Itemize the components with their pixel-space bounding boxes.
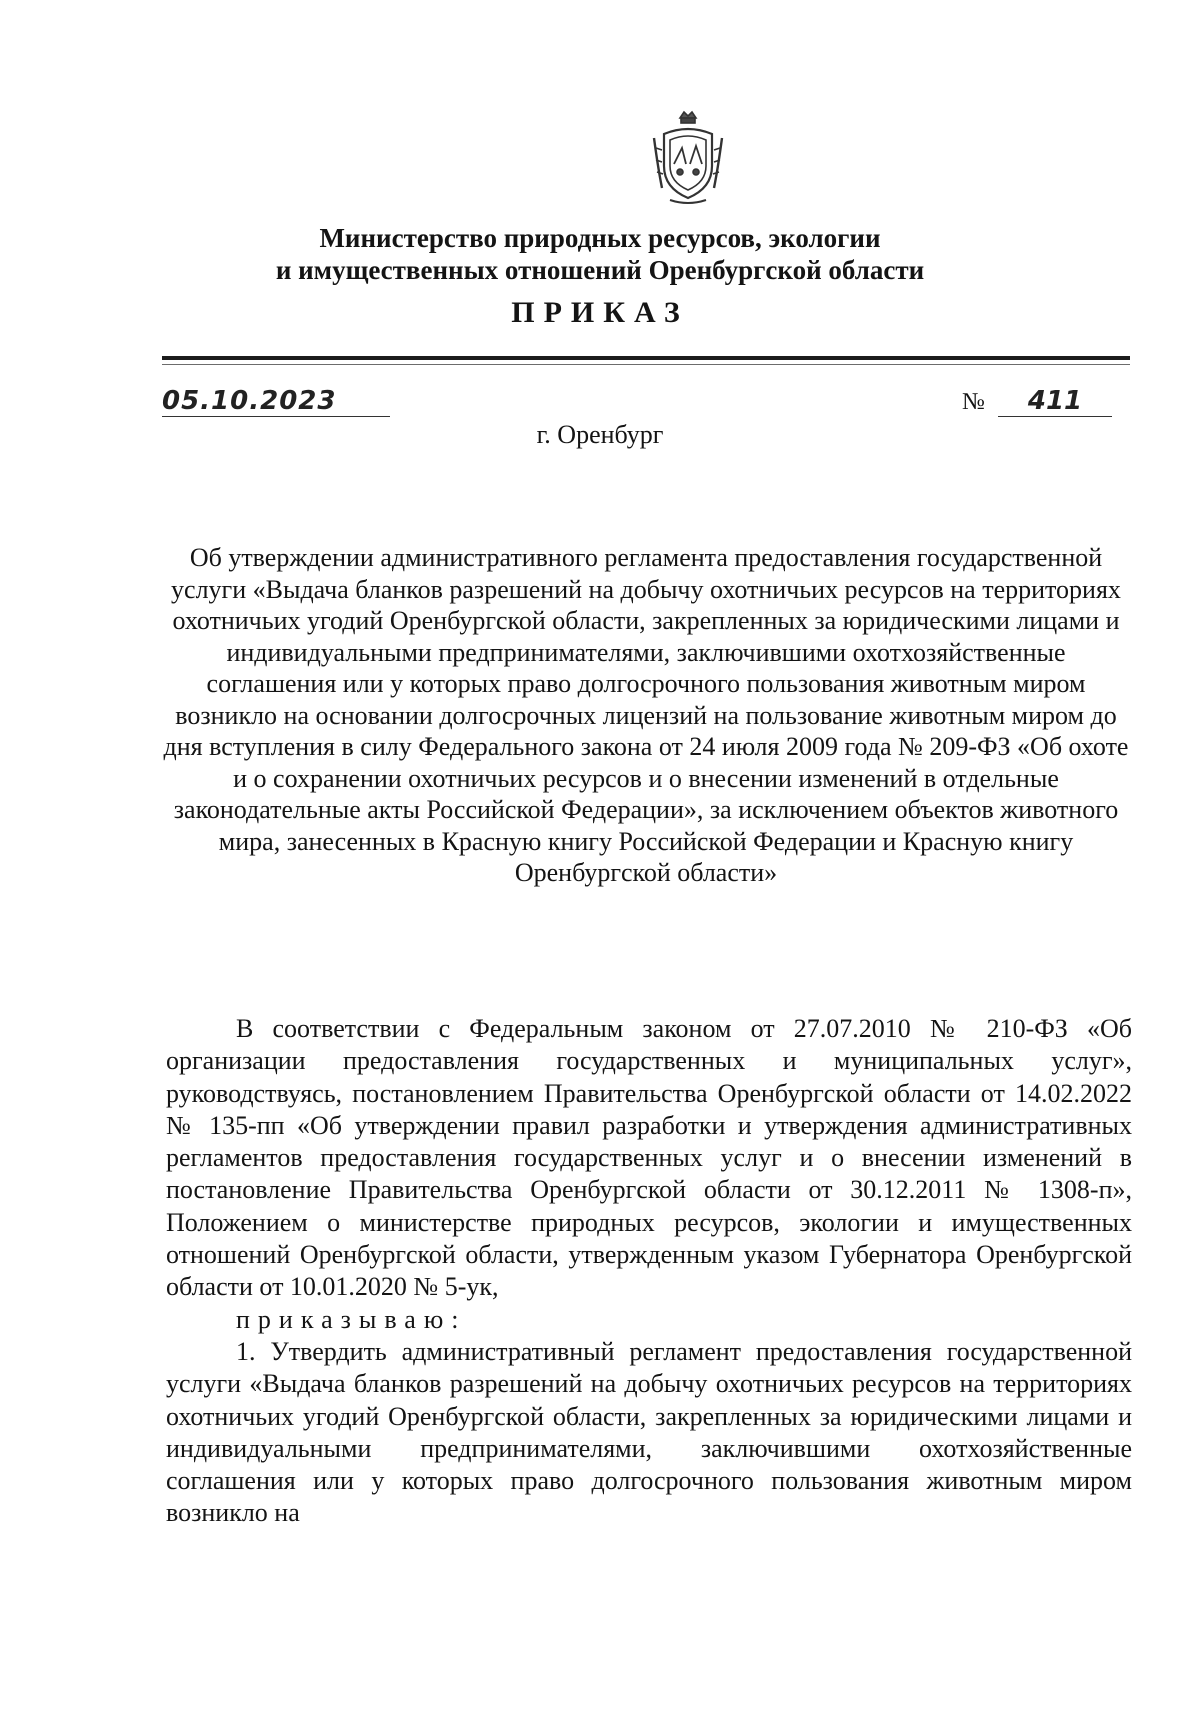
ministry-name bbox=[200, 222, 1000, 286]
order-date: 05.10.2023 bbox=[162, 386, 390, 417]
order-title: Об утверждении административного регламента предоставления государственной услуги «Выдача бланков разрешений на добычу охотничьих ресурсов на территориях охотничьих угодий Оренбургской области, закрепленных за юридическими лицами и индивидуальными предпринимателями, заключившими охотхозяйственные соглашения или у которых право долгосрочного пользования животным миром возникло на основании долгосрочных лицензий на пользование животным миром до дня вступления в силу Федерального закона от 24 июля 2009 года № 209-ФЗ «Об охоте и о сохранении охотничьих ресурсов и о внесении изменений в отдельные законодательные акты Российской Федерации», за исключением объектов животного мира, занесенных в Красную книгу Российской Федерации и Красную книгу Оренбургской области» bbox=[163, 543, 1129, 887]
ministry-line-1: Министерство природных ресурсов, экологии bbox=[319, 223, 881, 253]
order-word: приказываю: bbox=[236, 1304, 467, 1334]
coat-of-arms-icon bbox=[650, 108, 726, 208]
header-rule-thin bbox=[162, 364, 1130, 365]
ministry-line-2: и имущественных отношений Оренбургской области bbox=[275, 255, 925, 285]
preamble-paragraph: В соответствии с Федеральным законом от 27.07.2010 № 210-ФЗ «Об организации предоставления государственных и муниципальных услуг», руководствуясь, постановлением Правительства Оренбургской области от 14.02.2022 № 135-пп «Об утверждении правил разработки и утверждения административных регламентов предоставления государственных услуг и о внесении изменений в постановление Правительства Оренбургской области от 30.12.2011 № 1308-п», Положением о министерстве природных ресурсов, экологии и имущественных отношений Оренбургской области, утвержденным указом Губернатора Оренбургской области от 10.01.2020 № 5-ук, bbox=[166, 1014, 1132, 1302]
document-type: ПРИКАЗ bbox=[511, 296, 689, 329]
header-rule-thick bbox=[162, 356, 1130, 360]
item-1-paragraph: 1. Утвердить административный регламент предоставления государственной услуги «Выдача бланков разрешений на добычу охотничьих ресурсов на территориях охотничьих угодий Оренбургской области, закрепленных за юридическими лицами и индивидуальными предпринимателями, заключившими охотхозяйственные соглашения или у которых право долгосрочного пользования животным миром возникло на bbox=[166, 1336, 1132, 1528]
city-name: г. Оренбург bbox=[536, 420, 664, 449]
number-sign: № bbox=[962, 389, 985, 415]
order-number: 411 bbox=[998, 386, 1112, 417]
order-body bbox=[166, 1013, 1132, 1530]
